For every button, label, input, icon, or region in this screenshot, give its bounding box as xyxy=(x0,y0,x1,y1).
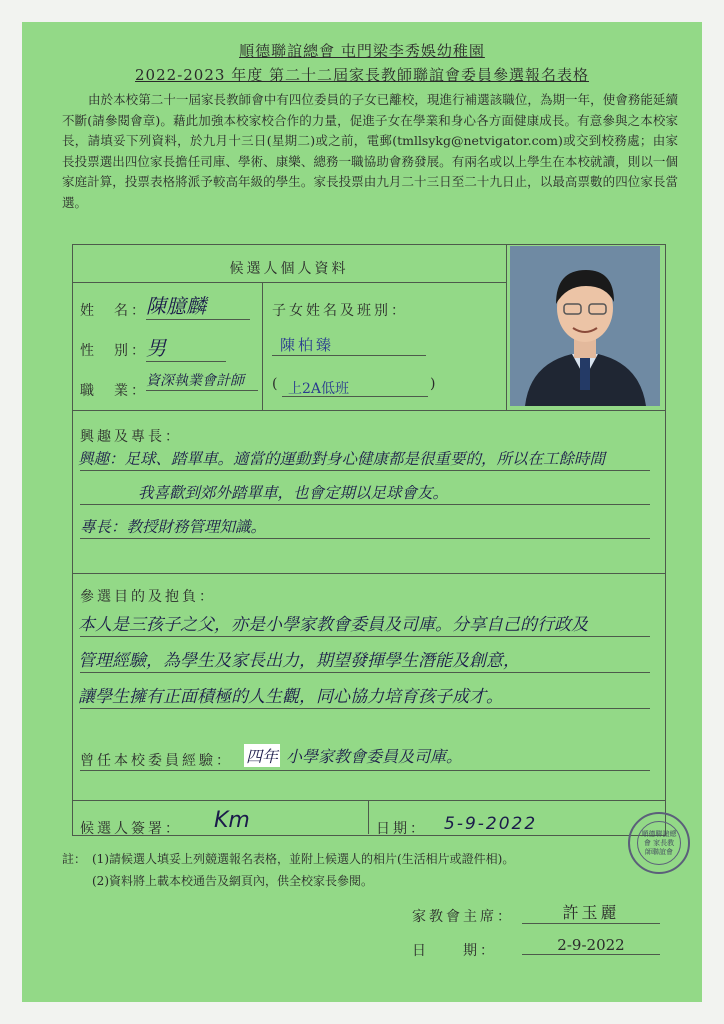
interest-label: 興趣及專長： xyxy=(80,429,182,445)
child-class[interactable]: 上2A低班 xyxy=(288,381,350,397)
job-label: 職 業： xyxy=(80,383,148,399)
writing-line xyxy=(80,538,650,539)
purpose-line[interactable]: 本人是三孩子之父，亦是小學家教會委員及司庫。分享自己的行政及 xyxy=(78,615,588,635)
divider xyxy=(72,800,666,801)
school-title: 順德聯誼總會 屯門梁李秀娛幼稚園 xyxy=(239,42,485,60)
candidate-photo xyxy=(510,246,660,406)
section-title: 候選人個人資料 xyxy=(229,261,349,277)
name-value[interactable]: 陳臆麟 xyxy=(146,290,250,320)
note-1: (1)請候選人填妥上列競選報名表格，並附上候選人的相片(生活相片或證件相)。 xyxy=(92,852,515,866)
purpose-label: 參選目的及抱負： xyxy=(80,589,216,605)
divider xyxy=(72,410,666,411)
writing-line xyxy=(80,770,650,771)
gender-value[interactable]: 男 xyxy=(146,332,226,362)
writing-line xyxy=(80,504,650,505)
date-value[interactable]: 5-9-2022 xyxy=(444,814,538,834)
divider xyxy=(506,244,507,410)
child-label: 子女姓名及班別： xyxy=(272,303,408,319)
intro-paragraph: 由於本校第二十一屆家長教師會中有四位委員的子女已離校，現進行補選該職位，為期一年，使會務能延續不斷(請參閱會章)。藉此加強本校家校合作的力量，促進子女在學業和身心各方面健康成長。有意參與之本校家長，請填妥下列資料，於九月十三日(星期二)或之前，電郵(tmllsykg@netvigator.com)或交到校務處；由家長投票選出四位家長擔任司庫、學術、康樂、總務一職協助會務發展。有兩名或以上學生在本校就讀，則以一個家庭計算，投票表格將派予較高年級的學生。家長投票由九月二十三日至二十九日止，以最高票數的四位家長當選。 xyxy=(62,92,678,210)
gender-label: 性 別： xyxy=(80,343,148,359)
interest-line[interactable]: 興趣：足球、踏單車。適當的運動對身心健康都是很重要的，所以在工餘時間 xyxy=(78,450,606,468)
interest-line[interactable]: 專長：教授財務管理知識。 xyxy=(80,518,267,536)
stamp-inner xyxy=(637,821,681,865)
divider xyxy=(72,282,506,283)
divider xyxy=(262,282,263,410)
child-name[interactable]: 陳柏臻 xyxy=(272,334,426,356)
chair-label: 家教會主席： xyxy=(412,909,514,925)
interest-line[interactable]: 我喜歡到郊外踏單車，也會定期以足球會友。 xyxy=(138,484,449,502)
date-label: 日期： xyxy=(376,821,427,837)
notes-prefix: 註： xyxy=(62,852,87,866)
school-stamp xyxy=(628,812,690,874)
writing-line xyxy=(80,708,650,709)
divider xyxy=(368,800,369,834)
divider xyxy=(72,573,666,574)
footer-date-value: 2-9-2022 xyxy=(522,936,660,955)
signature[interactable]: Km xyxy=(214,808,250,833)
stamp-text: 順德聯誼總會 家長教師聯誼會 xyxy=(641,829,677,856)
experience-value[interactable]: 小學家教會委員及司庫。 xyxy=(286,747,463,766)
job-value[interactable]: 資深執業會計師 xyxy=(146,370,258,391)
form-title: 2022-2023 年度 第二十二屆家長教師聯誼會委員參選報名表格 xyxy=(135,66,589,84)
writing-line xyxy=(80,672,650,673)
writing-line xyxy=(80,636,650,637)
experience-highlight[interactable]: 四年 xyxy=(244,744,280,767)
paren-open: ( xyxy=(272,376,278,392)
purpose-line[interactable]: 管理經驗，為學生及家長出力，期望發揮學生潛能及創意， xyxy=(78,651,520,671)
chair-value: 許玉麗 xyxy=(522,900,660,924)
experience-label: 曾任本校委員經驗： xyxy=(80,753,233,769)
name-label: 姓 名： xyxy=(80,303,148,319)
sign-label: 候選人簽署： xyxy=(80,821,182,837)
footer-date-label: 日 期： xyxy=(412,943,497,959)
note-2: (2)資料將上載本校通告及網頁內，供全校家長參閱。 xyxy=(92,874,374,888)
purpose-line[interactable]: 讓學生擁有正面積極的人生觀，同心協力培育孩子成才。 xyxy=(78,687,503,707)
portrait-image xyxy=(510,246,660,406)
writing-line xyxy=(80,470,650,471)
divider xyxy=(282,396,428,397)
paren-close: ) xyxy=(430,376,436,392)
